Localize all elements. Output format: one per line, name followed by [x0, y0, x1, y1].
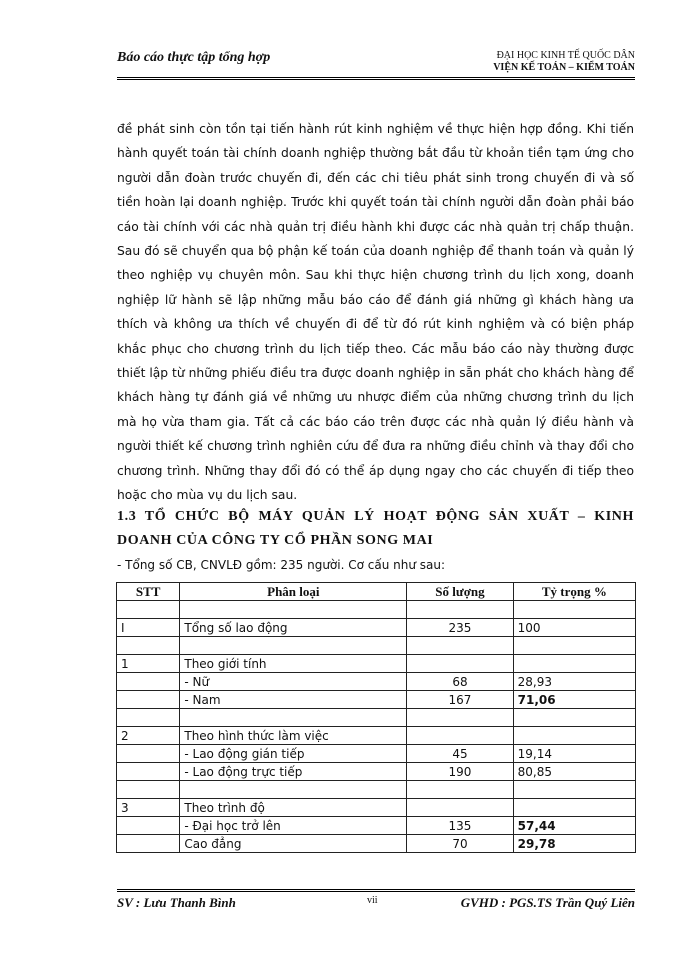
- table-header-row: [117, 583, 636, 601]
- cell-category: [180, 601, 407, 619]
- header-category: Phân loại: [180, 583, 407, 601]
- cell-stt: 3: [117, 799, 180, 817]
- cell-quantity: 68: [407, 673, 513, 691]
- cell-quantity: [407, 655, 513, 673]
- cell-percentage: 57,44: [513, 817, 635, 835]
- cell-percentage: [513, 799, 635, 817]
- table-row: [117, 709, 636, 727]
- section-heading: 1.3 TỔ CHỨC BỘ MÁY QUẢN LÝ HOẠT ĐỘNG SẢN XUẤT – KINH DOANH CỦA CÔNG TY CỔ PHẦN SONG MAI: [117, 509, 634, 548]
- cell-quantity: [407, 799, 513, 817]
- report-title: Báo cáo thực tập tổng hợp: [117, 50, 271, 65]
- table-row: [117, 817, 636, 835]
- cell-category: - Nữ: [180, 673, 407, 691]
- cell-percentage: 80,85: [513, 763, 635, 781]
- cell-percentage: 29,78: [513, 835, 635, 853]
- cell-quantity: 235: [407, 619, 513, 637]
- cell-stt: [117, 835, 180, 853]
- cell-category: - Đại học trở lên: [180, 817, 407, 835]
- footer-divider: [117, 889, 635, 892]
- cell-quantity: 167: [407, 691, 513, 709]
- cell-category: Theo giới tính: [180, 655, 407, 673]
- cell-percentage: 100: [513, 619, 635, 637]
- supervisor-name: GVHD : PGS.TS Trần Quý Liên: [460, 895, 635, 910]
- cell-stt: I: [117, 619, 180, 637]
- cell-category: - Lao động trực tiếp: [180, 763, 407, 781]
- cell-quantity: 135: [407, 817, 513, 835]
- header-stt: STT: [117, 583, 180, 601]
- cell-stt: 2: [117, 727, 180, 745]
- table-row: [117, 745, 636, 763]
- cell-category: - Lao động gián tiếp: [180, 745, 407, 763]
- cell-percentage: 19,14: [513, 745, 635, 763]
- cell-quantity: [407, 601, 513, 619]
- cell-stt: [117, 745, 180, 763]
- cell-category: [180, 637, 407, 655]
- cell-stt: [117, 673, 180, 691]
- cell-stt: [117, 637, 180, 655]
- table-row: [117, 637, 636, 655]
- table-row: [117, 691, 636, 709]
- cell-percentage: [513, 727, 635, 745]
- cell-quantity: 70: [407, 835, 513, 853]
- cell-category: [180, 781, 407, 799]
- cell-percentage: [513, 655, 635, 673]
- header-divider: [117, 77, 635, 80]
- cell-quantity: 190: [407, 763, 513, 781]
- table-row: [117, 727, 636, 745]
- cell-quantity: [407, 781, 513, 799]
- page-footer: [117, 895, 635, 915]
- staff-structure-table: [116, 582, 636, 853]
- cell-category: Tổng số lao động: [180, 619, 407, 637]
- body-paragraph: đề phát sinh còn tồn tại tiến hành rút kinh nghiệm về thực hiện hợp đồng. Khi tiến hành quyết toán tài chính doanh nghiệp thường bắt đầu từ khoản tiền tạm ứng cho người dẫn đoàn trước chuyến đi, đến các chi tiêu phát sinh trong chuyến đi và số tiền hoàn lại doanh nghiệp. Trước khi quyết toán tài chính người dẫn đoàn phải báo cáo tài chính với các nhà quản trị điều hành khi được các nhà quản trị chấp thuận. Sau đó sẽ chuyển qua bộ phận kế toán của doanh nghiệp để thanh toán và quản lý theo nghiệp vụ chuyên môn. Sau khi thực hiện chương trình du lịch xong, doanh nghiệp lữ hành sẽ lập những mẫu báo cáo để đánh giá những gì khách hàng ưa thích và không ưa thích về chuyến đi để từ đó rút kinh nghiệm và có biện pháp khắc phục cho chương trình du lịch tiếp theo. Các mẫu báo cáo này thường được thiết lập từ những phiếu điều tra được doanh nghiệp in sẵn phát cho khách hàng để khách hàng tự đánh giá về những ưu nhược điểm của những chương trình du lịch mà họ vừa tham gia. Tất cả các báo cáo trên được các nhà quản lý điều hành và người thiết kế chương trình nghiên cứu để đưa ra những điều chỉnh và thay đổi cho chương trình. Những thay đổi đó có thể áp dụng ngay cho các chuyến đi tiếp theo hoặc cho mùa vụ du lịch sau.: [117, 122, 634, 503]
- cell-stt: [117, 601, 180, 619]
- cell-stt: [117, 817, 180, 835]
- cell-stt: 1: [117, 655, 180, 673]
- table-row: [117, 619, 636, 637]
- cell-category: [180, 709, 407, 727]
- cell-category: Theo trình độ: [180, 799, 407, 817]
- page-number: vii: [367, 895, 378, 906]
- cell-quantity: [407, 709, 513, 727]
- cell-percentage: [513, 709, 635, 727]
- header-quantity: Số lượng: [407, 583, 513, 601]
- cell-quantity: [407, 727, 513, 745]
- cell-percentage: 71,06: [513, 691, 635, 709]
- table-row: [117, 601, 636, 619]
- cell-stt: [117, 763, 180, 781]
- table-row: [117, 781, 636, 799]
- cell-stt: [117, 691, 180, 709]
- cell-percentage: [513, 781, 635, 799]
- cell-category: - Nam: [180, 691, 407, 709]
- cell-category: Cao đẳng: [180, 835, 407, 853]
- university-name: ĐẠI HỌC KINH TẾ QUỐC DÂN: [496, 50, 635, 61]
- table-row: [117, 799, 636, 817]
- staff-summary: - Tổng số CB, CNVLĐ gồm: 235 người. Cơ cấu như sau:: [117, 558, 446, 572]
- institution-block: [493, 50, 635, 74]
- cell-percentage: [513, 637, 635, 655]
- header-percentage: Tỷ trọng %: [513, 583, 635, 601]
- student-name: SV : Lưu Thanh Bình: [117, 895, 236, 910]
- table-row: [117, 835, 636, 853]
- cell-stt: [117, 781, 180, 799]
- cell-category: Theo hình thức làm việc: [180, 727, 407, 745]
- table-row: [117, 655, 636, 673]
- cell-quantity: 45: [407, 745, 513, 763]
- table-row: [117, 763, 636, 781]
- cell-percentage: 28,93: [513, 673, 635, 691]
- cell-percentage: [513, 601, 635, 619]
- page-header: [117, 44, 635, 76]
- cell-quantity: [407, 637, 513, 655]
- table-row: [117, 673, 636, 691]
- body-text: [117, 117, 634, 508]
- institute-name: VIỆN KẾ TOÁN – KIỂM TOÁN: [493, 62, 635, 73]
- cell-stt: [117, 709, 180, 727]
